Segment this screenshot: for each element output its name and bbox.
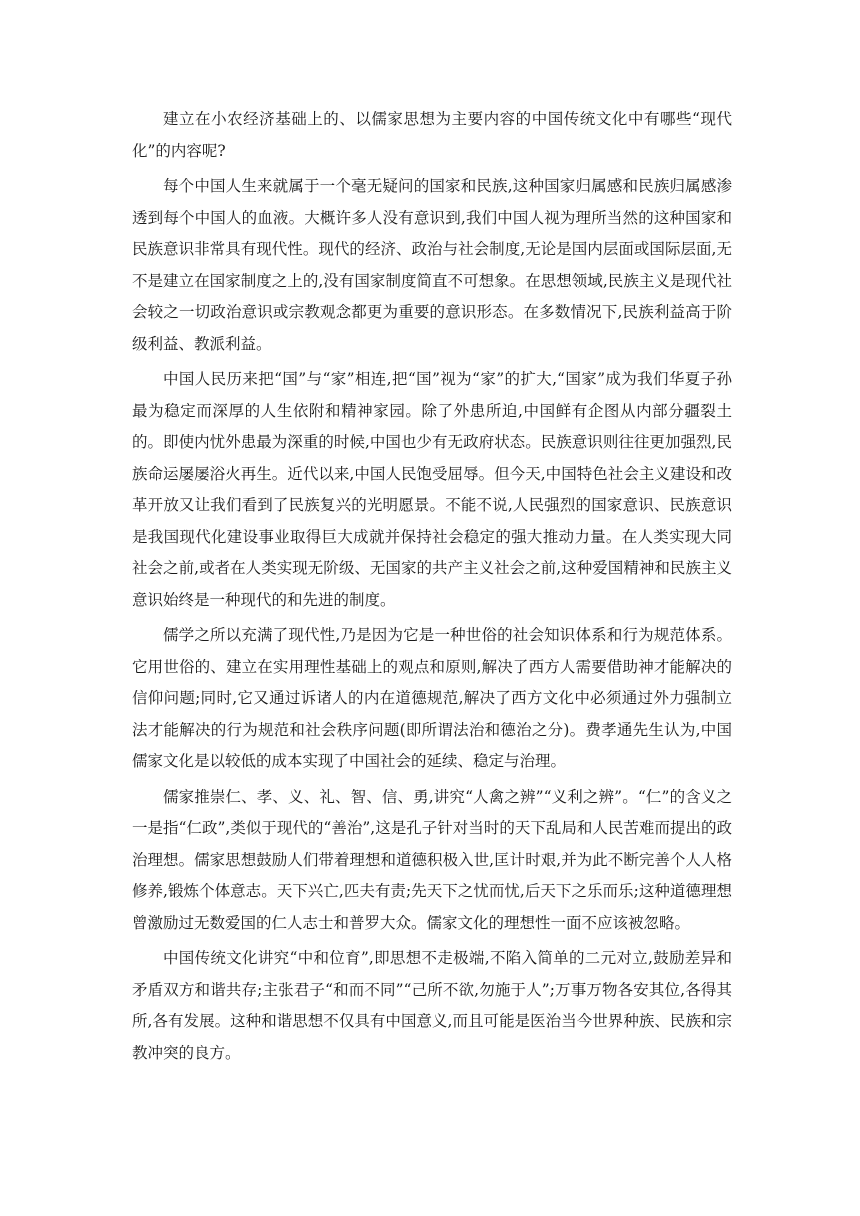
paragraph-2: 每个中国人生来就属于一个毫无疑问的国家和民族,这种国家归属感和民族归属感渗透到每个中国人的血液。大概许多人没有意识到,我们中国人视为理所当然的这种国家和民族意识非常具有现代性。现代的经济、政治与社会制度,无论是国内层面或国际层面,无不是建立在国家制度之上的,没有国家制度简直不可想象。在思想领域,民族主义是现代社会较之一切政治意识或宗教观念都更为重要的意识形态。在多数情况下,民族利益高于阶级利益、教派利益。	[132, 177, 732, 353]
paragraph-1: 建立在小农经济基础上的、以儒家思想为主要内容的中国传统文化中有哪些“现代化”的内容呢?	[132, 110, 732, 160]
paragraph-4: 儒学之所以充满了现代性,乃是因为它是一种世俗的社会知识体系和行为规范体系。它用世俗的、建立在实用理性基础上的观点和原则,解决了西方人需要借助神才能解决的信仰问题;同时,它又通过诉诸人的内在道德规范,解决了西方文化中必须通过外力强制立法才能解决的行为规范和社会秩序问题(即所谓法治和德治之分)。费孝通先生认为,中国儒家文化是以较低的成本实现了中国社会的延续、稳定与治理。	[132, 626, 732, 770]
paragraph-5: 儒家推崇仁、孝、义、礼、智、信、勇,讲究“人禽之辨”“义利之辨”。“仁”的含义之一是指“仁政”,类似于现代的“善治”,这是孔子针对当时的天下乱局和人民苦难而提出的政治理想。儒家思想鼓励人们带着理想和道德积极入世,匡计时艰,并为此不断完善个人人格修养,锻炼个体意志。天下兴亡,匹夫有责;先天下之忧而忧,后天下之乐而乐;这种道德理想曾激励过无数爱国的仁人志士和普罗大众。儒家文化的理想性一面不应该被忽略。	[132, 787, 732, 932]
document-body	[132, 104, 732, 1073]
paragraph-3: 中国人民历来把“国”与“家”相连,把“国”视为“家”的扩大,“国家”成为我们华夏子孙最为稳定而深厚的人生依附和精神家园。除了外患所迫,中国鲜有企图从内部分疆裂土的。即使内忧外患最为深重的时候,中国也少有无政府状态。民族意识则往往更加强烈,民族命运屡屡浴火再生。近代以来,中国人民饱受屈辱。但今天,中国特色社会主义建设和改革开放又让我们看到了民族复兴的光明愿景。不能不说,人民强烈的国家意识、民族意识是我国现代化建设事业取得巨大成就并保持社会稳定的强大推动力量。在人类实现大同社会之前,或者在人类实现无阶级、无国家的共产主义社会之前,这种爱国精神和民族主义意识始终是一种现代的和先进的制度。	[132, 370, 732, 609]
paragraph-6: 中国传统文化讲究“中和位育”,即思想不走极端,不陷入简单的二元对立,鼓励差异和矛盾双方和谐共存;主张君子“和而不同”“己所不欲,勿施于人”;万事万物各安其位,各得其所,各有发展。这种和谐思想不仅具有中国意义,而且可能是医治当今世界种族、民族和宗教冲突的良方。	[132, 949, 732, 1062]
